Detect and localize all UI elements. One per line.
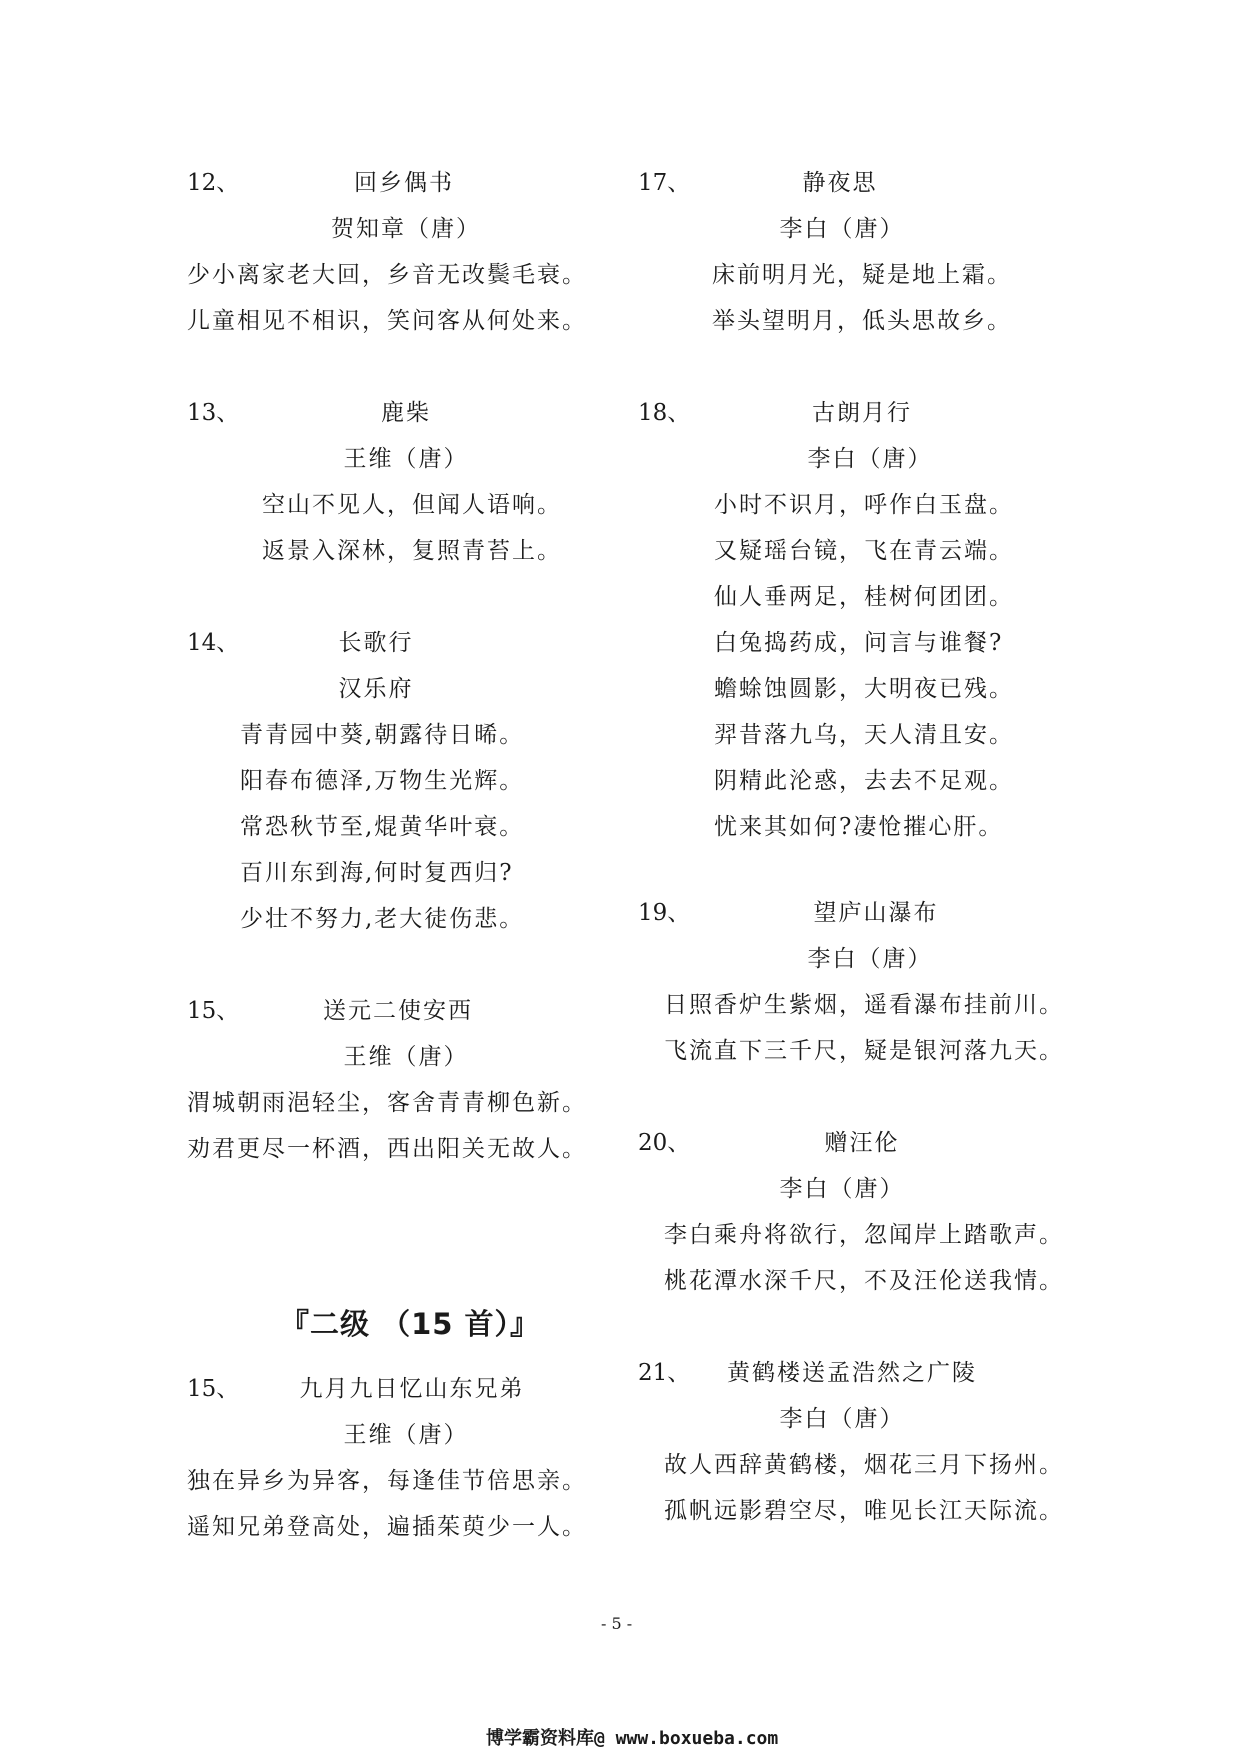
- poem-line: 白兔捣药成，问言与谁餐?: [714, 630, 1004, 656]
- poem-title: 长歌行: [338, 630, 414, 656]
- poem-line: 日照香炉生紫烟，遥看瀑布挂前川。: [664, 992, 1064, 1018]
- poem-line: 举头望明月，低头思故乡。: [712, 308, 1012, 334]
- poem-line: 桃花潭水深千尺，不及汪伦送我情。: [664, 1268, 1064, 1294]
- poem-line: 阳春布德泽,万物生光辉。: [240, 768, 525, 794]
- poem-author: 汉乐府: [338, 676, 414, 702]
- poem-line: 少小离家老大回，乡音无改鬓毛衰。: [187, 262, 587, 288]
- poem-author: 李白（唐）: [779, 1406, 905, 1432]
- poem-line: 独在异乡为异客，每逢佳节倍思亲。: [187, 1468, 587, 1494]
- poem-title: 赠汪伦: [824, 1130, 900, 1156]
- poem-title: 鹿柴: [381, 400, 431, 426]
- poem-number: 18、: [638, 400, 691, 426]
- poem-number: 15、: [187, 998, 240, 1024]
- poem-line: 劝君更尽一杯酒，西出阳关无故人。: [187, 1136, 587, 1162]
- poem-author: 李白（唐）: [779, 216, 905, 242]
- poem-title: 九月九日忆山东兄弟: [299, 1376, 525, 1402]
- poem-line: 蟾蜍蚀圆影，大明夜已残。: [714, 676, 1014, 702]
- poem-title: 望庐山瀑布: [813, 900, 939, 926]
- poem-author: 李白（唐）: [779, 1176, 905, 1202]
- poem-line: 返景入深林，复照青苔上。: [262, 538, 562, 564]
- poem-author: 李白（唐）: [807, 946, 933, 972]
- poem-number: 14、: [187, 630, 240, 656]
- poem-number: 13、: [187, 400, 240, 426]
- poem-line: 羿昔落九乌，天人清且安。: [714, 722, 1014, 748]
- poem-number: 20、: [638, 1130, 691, 1156]
- poem-number: 17、: [638, 170, 691, 196]
- poem-line: 孤帆远影碧空尽，唯见长江天际流。: [664, 1498, 1064, 1524]
- section-heading: 『二级 （15 首）』: [280, 1307, 541, 1341]
- page-number: - 5 -: [601, 1614, 633, 1633]
- poem-line: 故人西辞黄鹤楼，烟花三月下扬州。: [664, 1452, 1064, 1478]
- poem-number: 21、: [638, 1360, 691, 1386]
- poem-line: 床前明月光，疑是地上霜。: [712, 262, 1012, 288]
- poem-line: 少壮不努力,老大徒伤悲。: [240, 906, 525, 932]
- poem-line: 李白乘舟将欲行，忽闻岸上踏歌声。: [664, 1222, 1064, 1248]
- poem-number: 19、: [638, 900, 691, 926]
- poem-line: 空山不见人，但闻人语响。: [262, 492, 562, 518]
- poem-title: 送元二使安西: [323, 998, 473, 1024]
- poem-author: 贺知章（唐）: [331, 216, 481, 242]
- poem-line: 百川东到海,何时复西归?: [240, 860, 514, 886]
- poem-line: 青青园中葵,朝露待日晞。: [240, 722, 525, 748]
- poem-title: 回乡偶书: [354, 170, 454, 196]
- poem-line: 渭城朝雨浥轻尘，客舍青青柳色新。: [187, 1090, 587, 1116]
- poem-line: 飞流直下三千尺，疑是银河落九天。: [664, 1038, 1064, 1064]
- poem-line: 又疑瑶台镜，飞在青云端。: [714, 538, 1014, 564]
- poem-line: 遥知兄弟登高处，遍插茱萸少一人。: [187, 1514, 587, 1540]
- poem-author: 李白（唐）: [807, 446, 933, 472]
- poem-number: 15、: [187, 1376, 240, 1402]
- poem-author: 王维（唐）: [343, 446, 469, 472]
- poem-title: 古朗月行: [812, 400, 912, 426]
- poem-title: 黄鹤楼送孟浩然之广陵: [727, 1360, 977, 1386]
- poem-author: 王维（唐）: [343, 1044, 469, 1070]
- poem-title: 静夜思: [802, 170, 878, 196]
- poem-line: 常恐秋节至,焜黄华叶衰。: [240, 814, 525, 840]
- poem-number: 12、: [187, 170, 240, 196]
- poem-line: 儿童相见不相识，笑问客从何处来。: [187, 308, 587, 334]
- poem-line: 忧来其如何?凄怆摧心肝。: [714, 814, 1004, 840]
- poem-author: 王维（唐）: [343, 1422, 469, 1448]
- footer-watermark: 博学霸资料库@ www.boxueba.com: [486, 1728, 779, 1749]
- poem-line: 仙人垂两足，桂树何团团。: [714, 584, 1014, 610]
- poem-line: 小时不识月，呼作白玉盘。: [714, 492, 1014, 518]
- poem-line: 阴精此沦惑，去去不足观。: [714, 768, 1014, 794]
